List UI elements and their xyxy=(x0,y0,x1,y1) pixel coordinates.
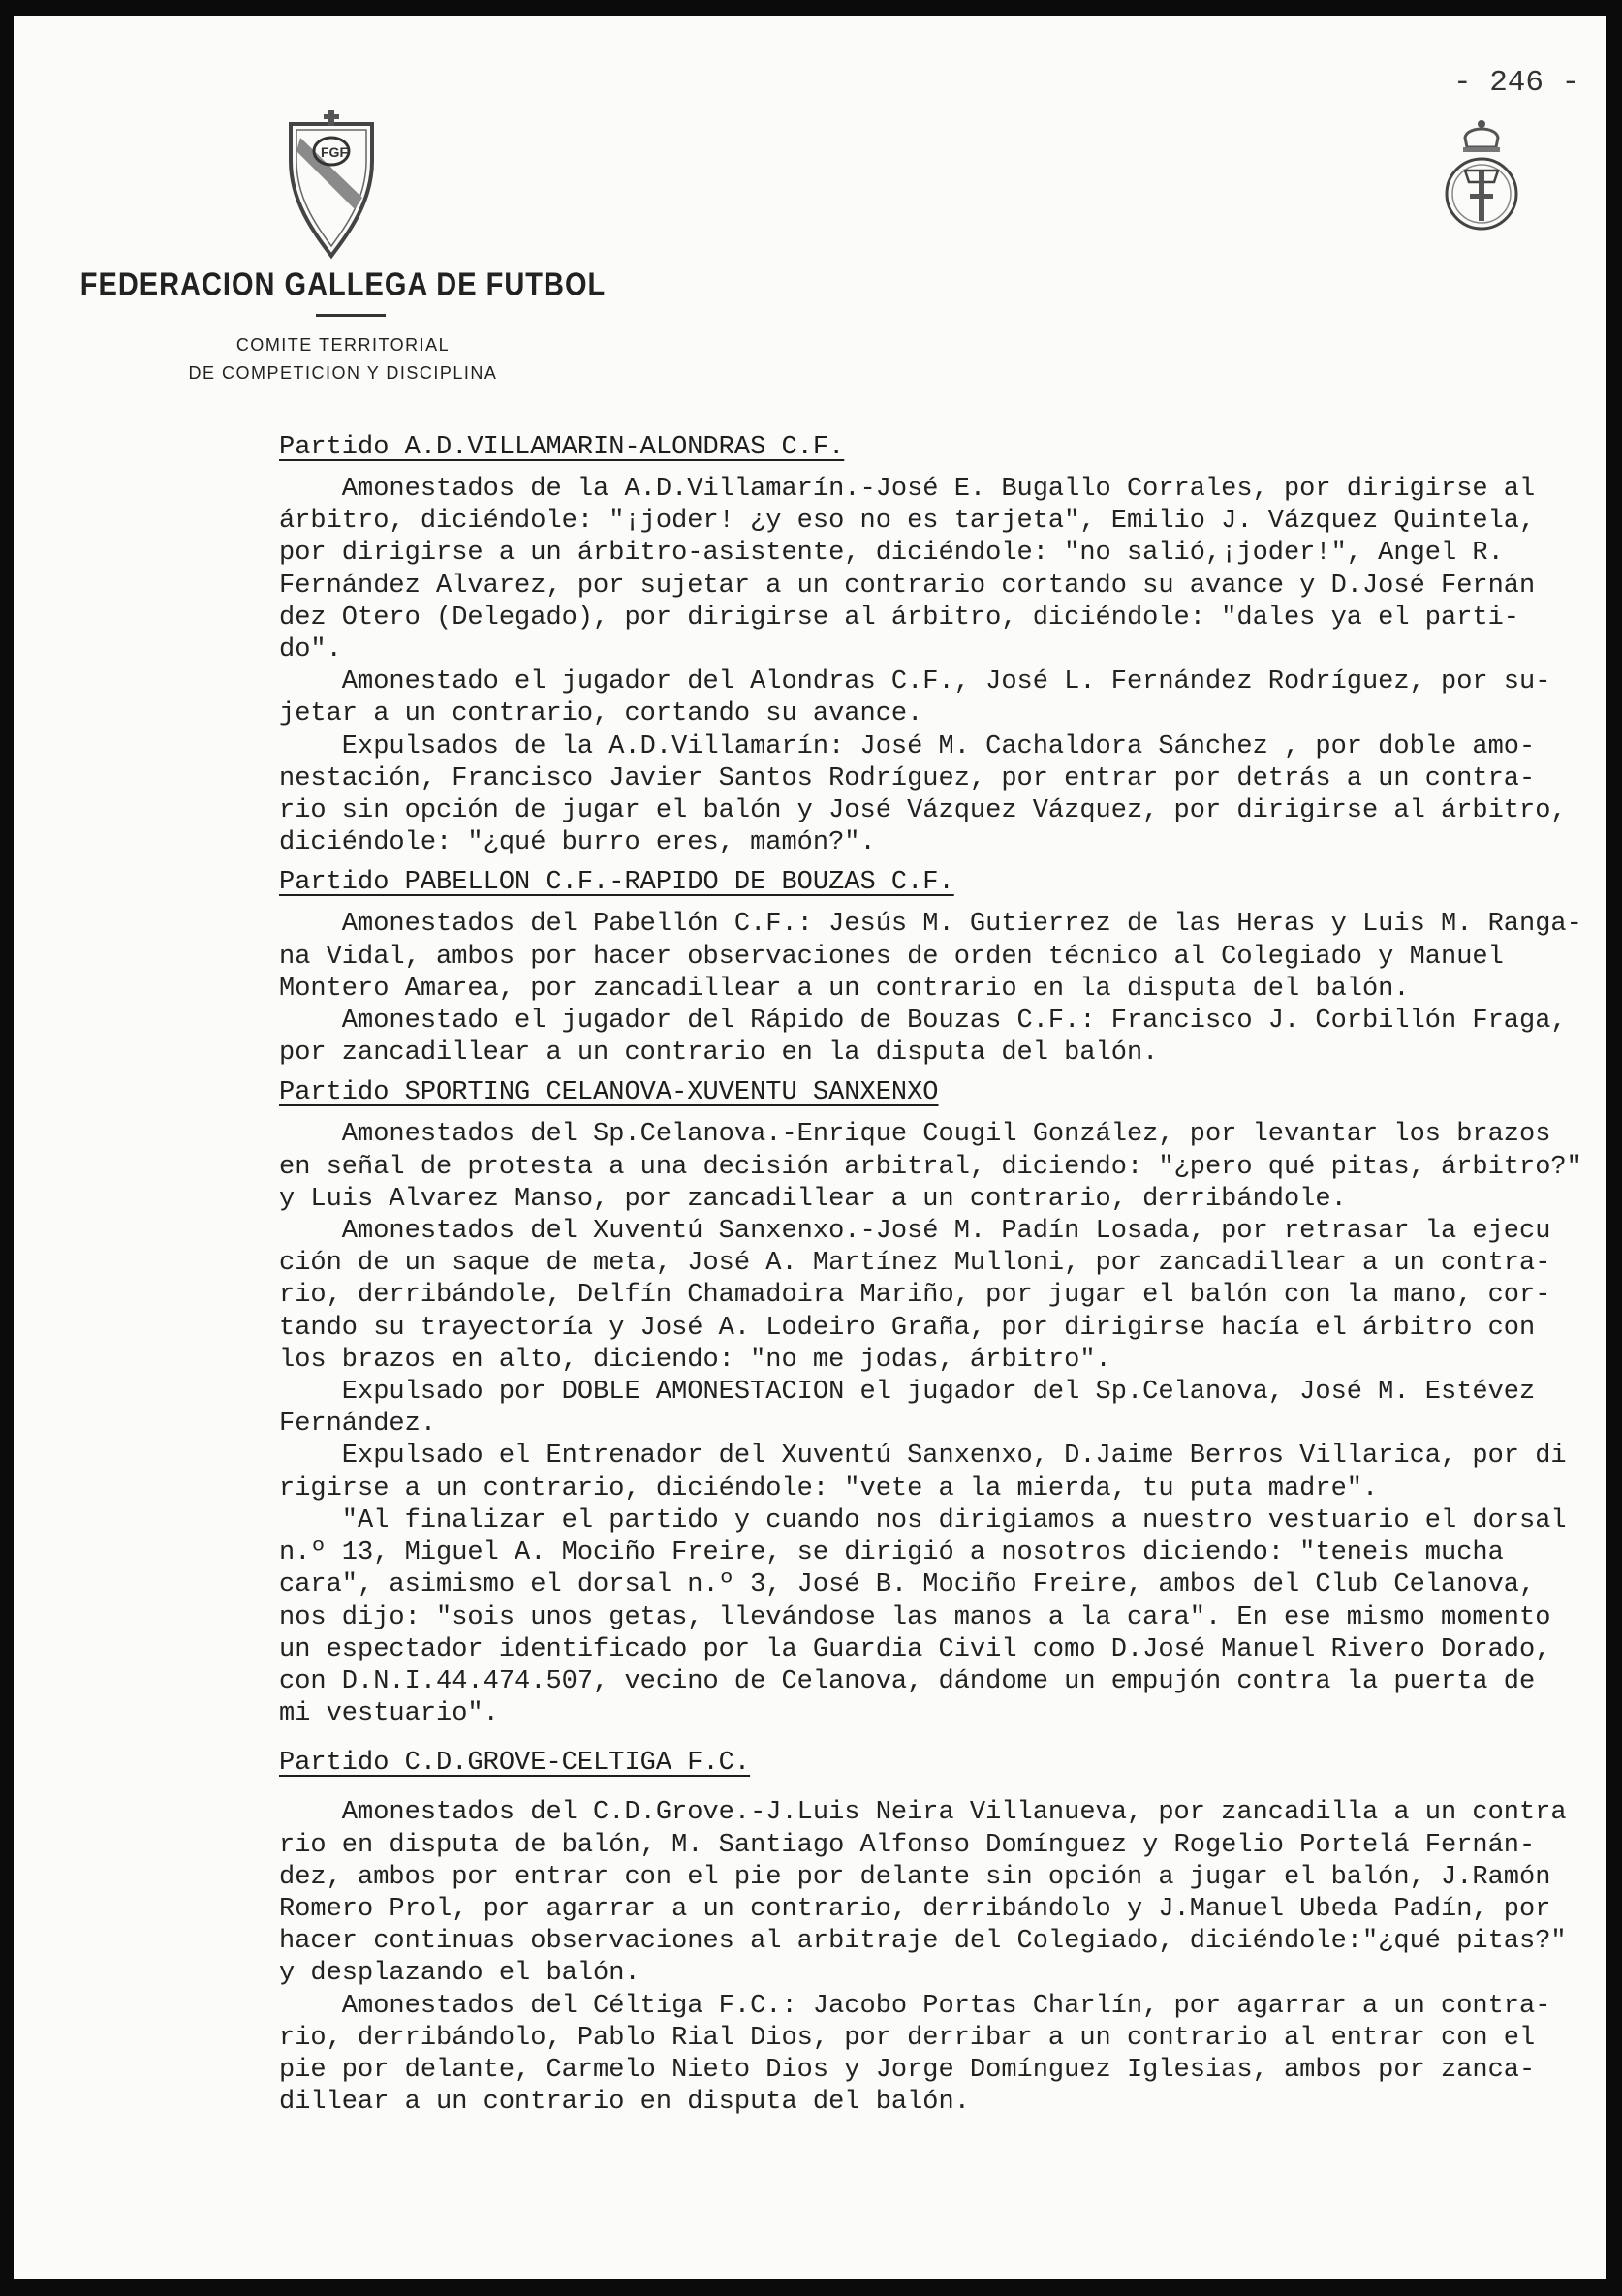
rfef-emblem-logo xyxy=(1438,109,1525,244)
document-page xyxy=(14,16,1606,2279)
match-heading: Partido C.D.GROVE-CELTIGA F.C. xyxy=(279,1749,751,1779)
paragraph: Amonestados del Sp.Celanova.-Enrique Cougil González, por levantar los brazos en señal de protesta a una decisión arbitral, diciendo: "¿pero qué pitas, árbitro?" y Luis Alvarez Manso, por zancadillear a un contrario, derribándole. xyxy=(279,1120,1582,1214)
paragraph: Amonestado el jugador del Rápido de Bouzas C.F.: Francisco J. Corbillón Fraga, por zancadillear a un contrario en la disputa del balón. xyxy=(279,1007,1567,1069)
paragraph: "Al finalizar el partido y cuando nos dirigiamos a nuestro vestuario el dorsal n.º 13, Miguel A. Mociño Freire, se dirigió a nosotros diciendo: "teneis mucha cara", asimismo el dorsal n.º 3, José B. Mociño Freire, ambos del Club Celanova, nos dijo: "sois unos getas, llevándose las manos a la cara". En ese mismo momento un espectador identificado por la Guardia Civil como D.José Manuel Rivero Dorado, con D.N.I.44.474.507, vecino de Celanova, dándome un empujón contra la puerta de mi vestuario". xyxy=(279,1505,1567,1729)
paragraph: Expulsados de la A.D.Villamarín: José M. Cachaldora Sánchez , por doble amo- nestación, Francisco Javier Santos Rodríguez, por entrar por detrás a un contra- rio sin opción de jugar el balón y José Vázquez Vázquez, por dirigirse al árbitro, diciéndole: "¿qué burro eres, mamón?". xyxy=(279,731,1567,858)
document-body xyxy=(279,432,1606,2119)
paragraph: Amonestados del Pabellón C.F.: Jesús M. Gutierrez de las Heras y Luis M. Ranga- na Vidal, ambos por hacer observaciones de orden técnico al Colegiado y Manuel Montero Amarea, por zancadillear a un contrario en la disputa del balón. xyxy=(279,910,1582,1004)
paragraph: Amonestados de la A.D.Villamarín.-José E. Bugallo Corrales, por dirigirse al árbitro, diciéndole: "¡joder! ¿y eso no es tarjeta", Emilio J. Vázquez Quintela, por dirigirse a un árbitro-asistente, diciéndole: "no salió,¡joder!", Angel R. Fernández Alvarez, por sujetar a un contrario cortando su avance y D.José Fernán dez Otero (Delegado), por dirigirse al árbitro, diciéndole: "dales ya el parti- do". xyxy=(279,475,1536,666)
paragraph: Amonestado el jugador del Alondras C.F., José L. Fernández Rodríguez, por su- jetar a un contrario, cortando su avance. xyxy=(279,667,1551,729)
svg-text:FGF: FGF xyxy=(321,144,348,160)
paragraph: Amonestados del C.D.Grove.-J.Luis Neira Villanueva, por zancadilla a un contra rio en disputa de balón, M. Santiago Alfonso Domínguez y Rogelio Portelá Fernán- dez, ambos por entrar con el pie por delante sin opción a jugar el balón, J.Ramón Romero Prol, por agarrar a un contrario, derribándolo y J.Manuel Ubeda Padín, por hacer continuas observaciones al arbitraje del Colegiado, diciéndole:"¿qué pitas?" y desplazando el balón. xyxy=(279,1798,1567,1989)
match-heading: Partido SPORTING CELANOVA-XUVENTU SANXENXO xyxy=(279,1078,939,1108)
paragraph: Amonestados del Céltiga F.C.: Jacobo Portas Charlín, por agarrar a un contra- rio, derribándolo, Pablo Rial Dios, por derribar a un contrario al entrar con el pie por delante, Carmelo Nieto Dios y Jorge Domínguez Iglesias, ambos por zanca- dillear a un contrario en disputa del balón. xyxy=(279,1991,1551,2118)
fgf-crest-logo xyxy=(287,109,376,264)
paragraph: Amonestados del Xuventú Sanxenxo.-José M. Padín Losada, por retrasar la ejecu ción de un saque de meta, José A. Martínez Mulloni, por zancadillear a un contra- rio, derribándole, Delfín Chamadoira Mariño, por jugar el balón con la mano, cor- tando su trayectoría y José A. Lodeiro Graña, por dirigirse hacía el árbitro con los brazos en alto, diciendo: "no me jodas, árbitro". xyxy=(279,1217,1551,1375)
paragraph: Expulsado el Entrenador del Xuventú Sanxenxo, D.Jaime Berros Villarica, por di rigirse a un contrario, diciéndole: "vete a la mierda, tu puta madre". xyxy=(279,1442,1567,1504)
match-heading: Partido PABELLON C.F.-RAPIDO DE BOUZAS C.F. xyxy=(279,868,954,898)
match-heading: Partido A.D.VILLAMARIN-ALONDRAS C.F. xyxy=(279,433,845,462)
committee-name-line1: COMITE TERRITORIAL xyxy=(235,335,451,355)
header-divider xyxy=(316,314,386,317)
paragraph: Expulsado por DOBLE AMONESTACION el jugador del Sp.Celanova, José M. Estévez Fernández. xyxy=(279,1378,1536,1440)
organization-name: FEDERACION GALLEGA DE FUTBOL xyxy=(79,266,607,303)
committee-name-line2: DE COMPETICION Y DISCIPLINA xyxy=(188,363,498,383)
page-number: - 246 - xyxy=(1453,66,1580,100)
